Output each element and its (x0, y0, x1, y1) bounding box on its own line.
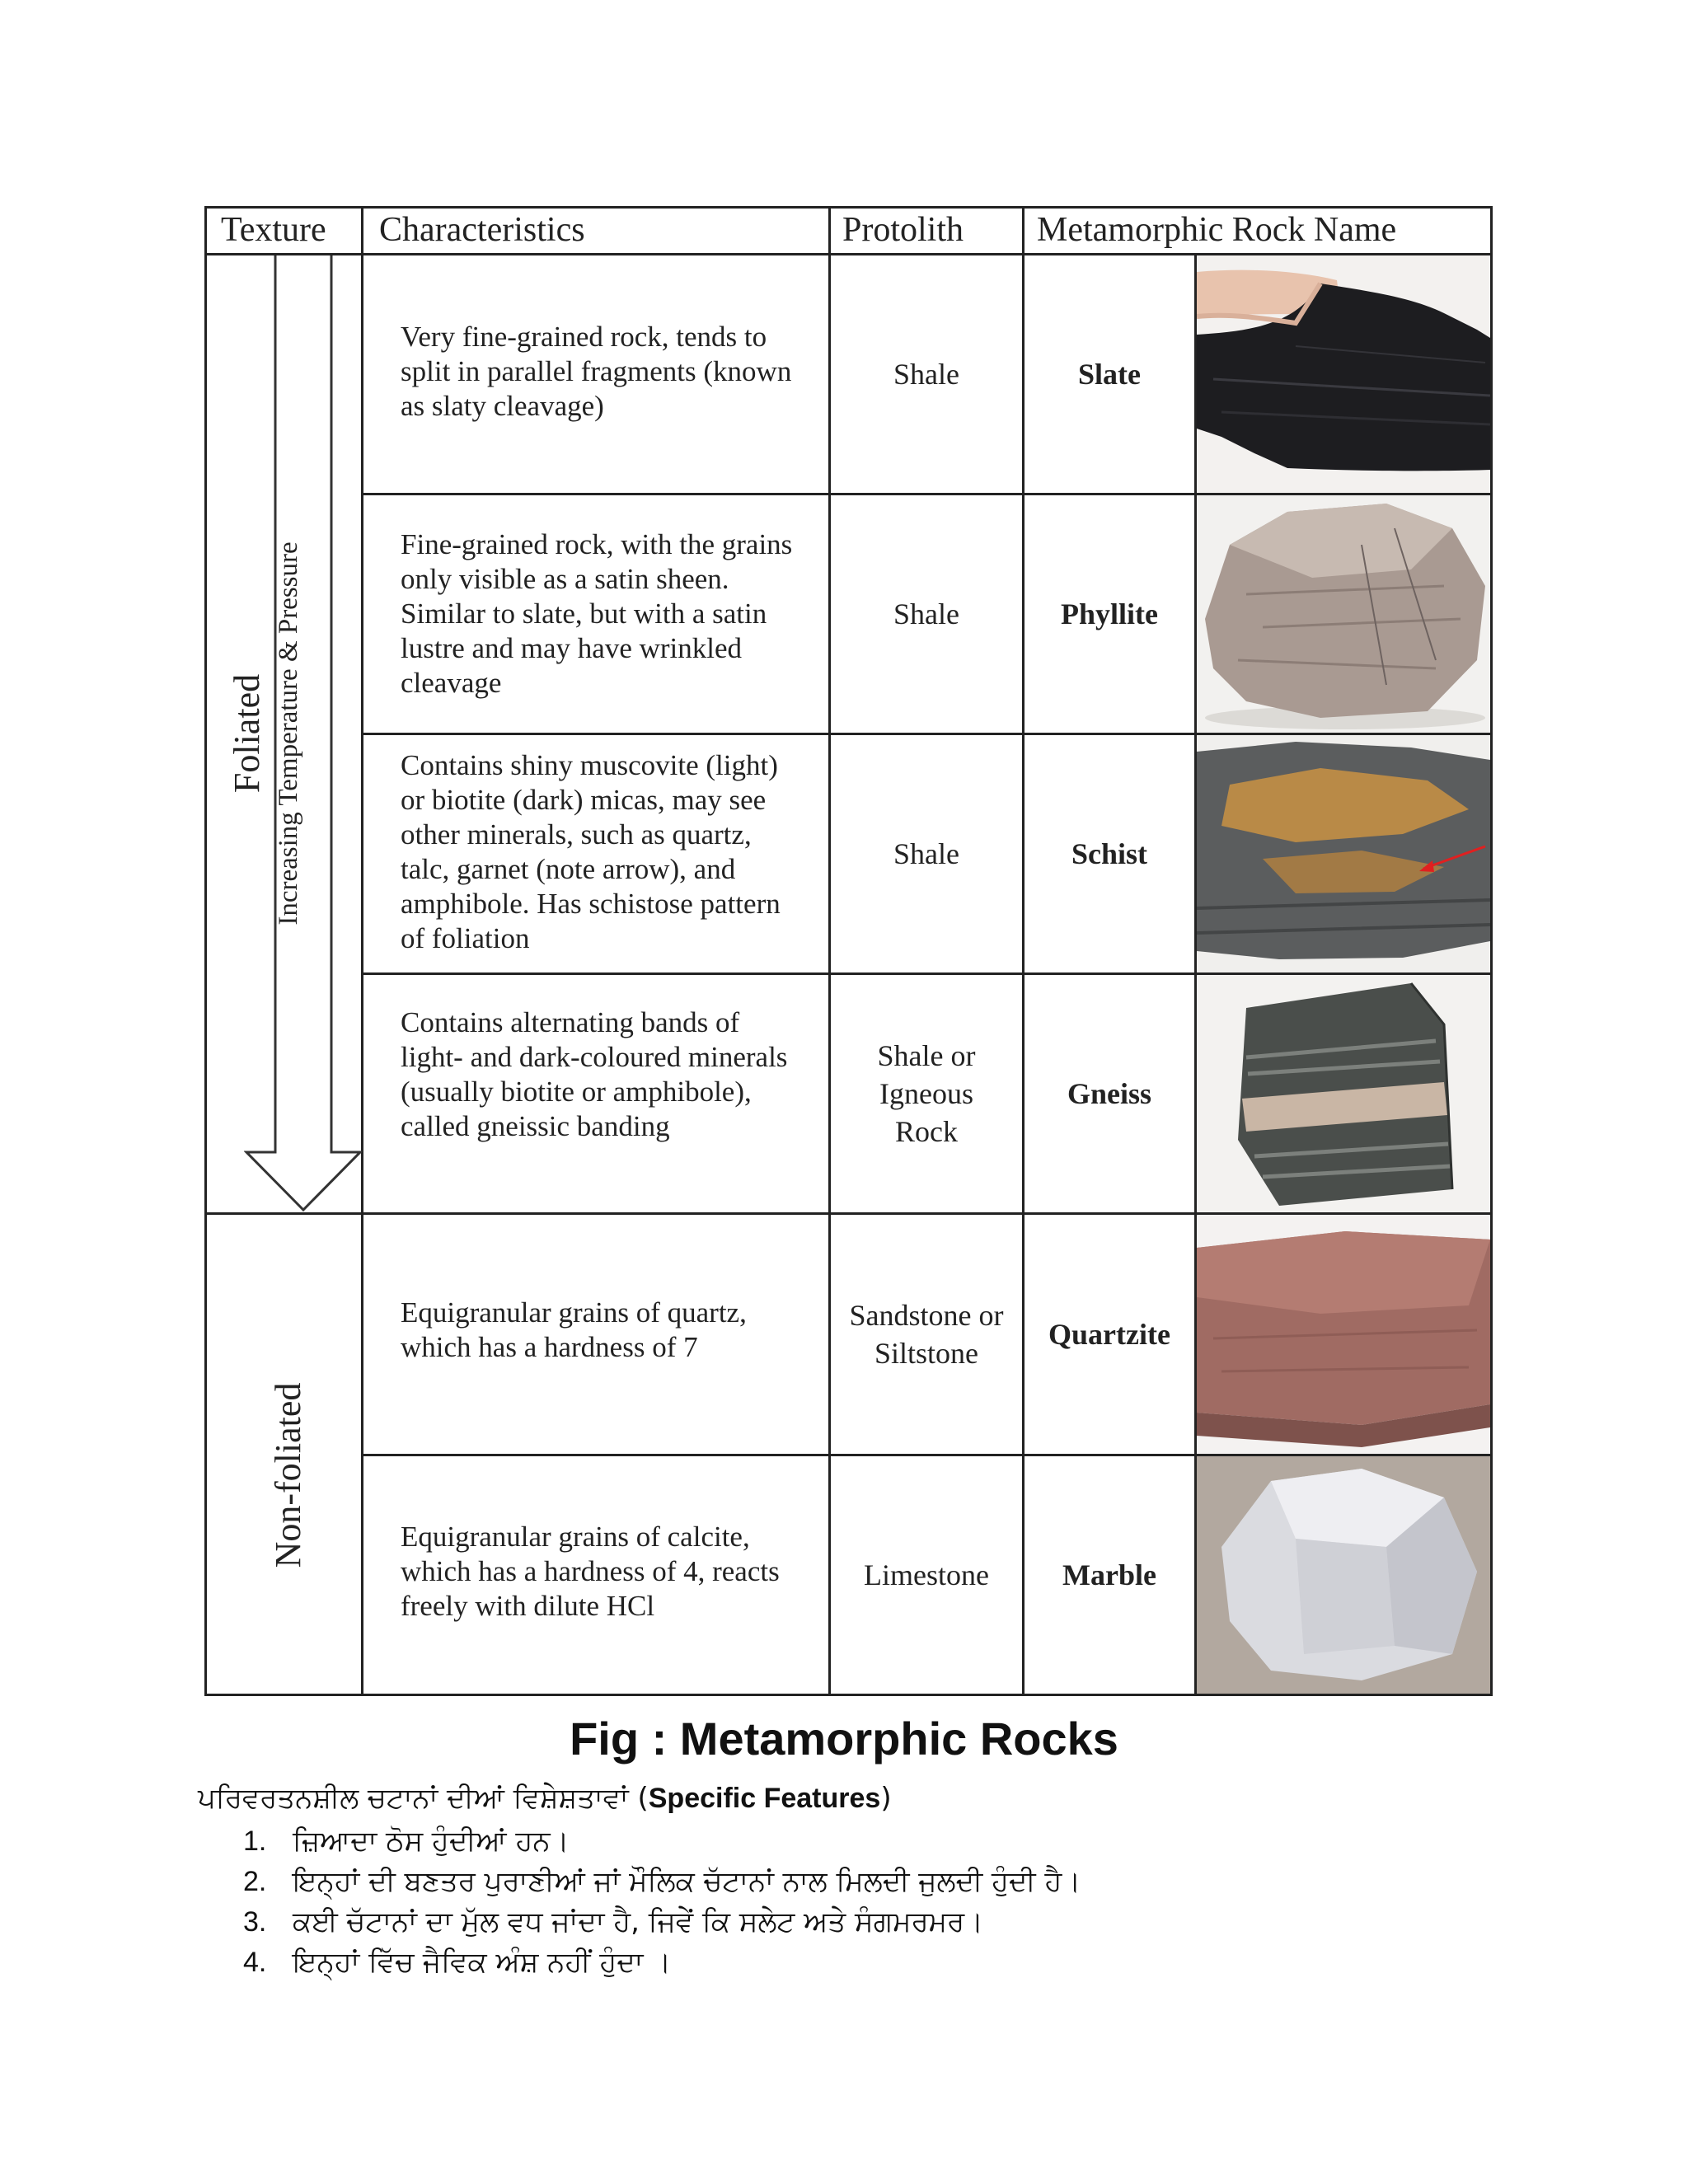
table-border-right (1490, 206, 1493, 1696)
list-item (198, 1862, 1081, 1902)
schist-photo (1197, 735, 1490, 972)
row-protolith-slate: Shale (893, 358, 959, 391)
row-characteristics-slate: Very fine-grained rock, tends to split in parallel fragments (known as slaty cleavage) (401, 321, 792, 422)
gneiss-photo (1197, 975, 1490, 1212)
row-characteristics-quartzite: Equigranular grains of quartz, which has a hardness of 7 (401, 1296, 747, 1363)
texture-nonfoliated-label: Non-foliated (268, 1382, 308, 1568)
list-item (198, 1821, 1081, 1862)
row-characteristics-marble: Equigranular grains of calcite, which has a hardness of 4, reacts freely with dilute HCl (401, 1521, 780, 1622)
row-name-marble: Marble (1062, 1558, 1156, 1591)
header-protolith: Protolith (842, 211, 964, 249)
list-item-text: ਜ਼ਿਆਦਾ ਠੋਸ ਹੁੰਦੀਆਂ ਹਨ। (293, 1825, 570, 1858)
features-heading-close: ) (880, 1782, 892, 1815)
marble-photo (1197, 1456, 1490, 1694)
list-item-number: 3. (243, 1906, 267, 1938)
list-item-text: ਕਈ ਚੱਟਾਨਾਂ ਦਾ ਮੁੱਲ ਵਧ ਜਾਂਦਾ ਹੈ, ਜਿਵੇਂ ਕਿ ਸਲੇਟ ਅਤੇ ਸੰਗਮਰਮਰ। (293, 1905, 984, 1938)
row-name-phyllite: Phyllite (1061, 598, 1158, 630)
row-protolith-quartzite: Sandstone or Siltstone (849, 1299, 1004, 1370)
row-protolith-gneiss: Shale or Igneous Rock (877, 1039, 976, 1148)
list-item-number: 2. (243, 1866, 267, 1897)
row-name-schist: Schist (1071, 837, 1148, 870)
list-item (198, 1902, 1081, 1943)
features-list (198, 1821, 1081, 1983)
features-heading-english: Specific Features (648, 1783, 881, 1814)
list-item (198, 1943, 1081, 1983)
list-item-number: 1. (243, 1825, 267, 1857)
row-name-gneiss: Gneiss (1067, 1077, 1152, 1110)
features-heading-punjabi: ਪਰਿਵਰਤਨਸ਼ੀਲ ਚਟਾਨਾਂ ਦੀਆਂ ਵਿਸ਼ੇਸ਼ਤਾਵਾਂ ( (198, 1782, 649, 1815)
row-characteristics-phyllite: Fine-grained rock, with the grains only visible as a satin sheen. Similar to slate, but with a satin lustre and may have wrinkled cleavage (401, 528, 793, 699)
figure-caption: Fig : Metamorphic Rocks (570, 1713, 1118, 1765)
header-characteristics: Characteristics (379, 211, 585, 249)
texture-foliated-label: Foliated (227, 673, 267, 794)
down-arrow-icon (244, 254, 363, 1214)
row-protolith-phyllite: Shale (893, 598, 959, 630)
quartzite-photo (1197, 1215, 1490, 1454)
slate-photo (1197, 255, 1490, 493)
list-item-text: ਇਨ੍ਹਾਂ ਦੀ ਬਣਤਰ ਪੁਰਾਣੀਆਂ ਜਾਂ ਮੌਲਿਕ ਚੱਟਾਨਾਂ ਨਾਲ ਮਿਲਦੀ ਜੁਲਦੀ ਹੁੰਦੀ ਹੈ। (293, 1865, 1081, 1898)
list-item-number: 4. (243, 1947, 267, 1978)
header-rock-name: Metamorphic Rock Name (1037, 211, 1397, 249)
list-item-text: ਇਨ੍ਹਾਂ ਵਿੱਚ ਜੈਵਿਕ ਅੰਸ਼ ਨਹੀਂ ਹੁੰਦਾ । (293, 1946, 672, 1979)
gradient-label: Increasing Temperature & Pressure (274, 541, 303, 926)
row-protolith-schist: Shale (893, 837, 959, 870)
row-name-quartzite: Quartzite (1048, 1318, 1170, 1351)
row-characteristics-gneiss: Contains alternating bands of light- and dark-coloured minerals (usually biotite or amphibole), called gneissic banding (401, 1006, 788, 1142)
table-border-bottom (204, 1694, 1493, 1696)
row-protolith-marble: Limestone (864, 1558, 989, 1591)
row-characteristics-schist: Contains shiny muscovite (light) or biotite (dark) micas, may see other minerals, such as quartz, talc, garnet (note arrow), and amphibole. Has schistose pattern of foliation (401, 749, 781, 954)
table-border-left (204, 206, 207, 1696)
header-texture: Texture (221, 211, 326, 249)
phyllite-photo (1197, 495, 1490, 733)
features-heading (198, 1777, 892, 1820)
row-name-slate: Slate (1078, 358, 1141, 391)
